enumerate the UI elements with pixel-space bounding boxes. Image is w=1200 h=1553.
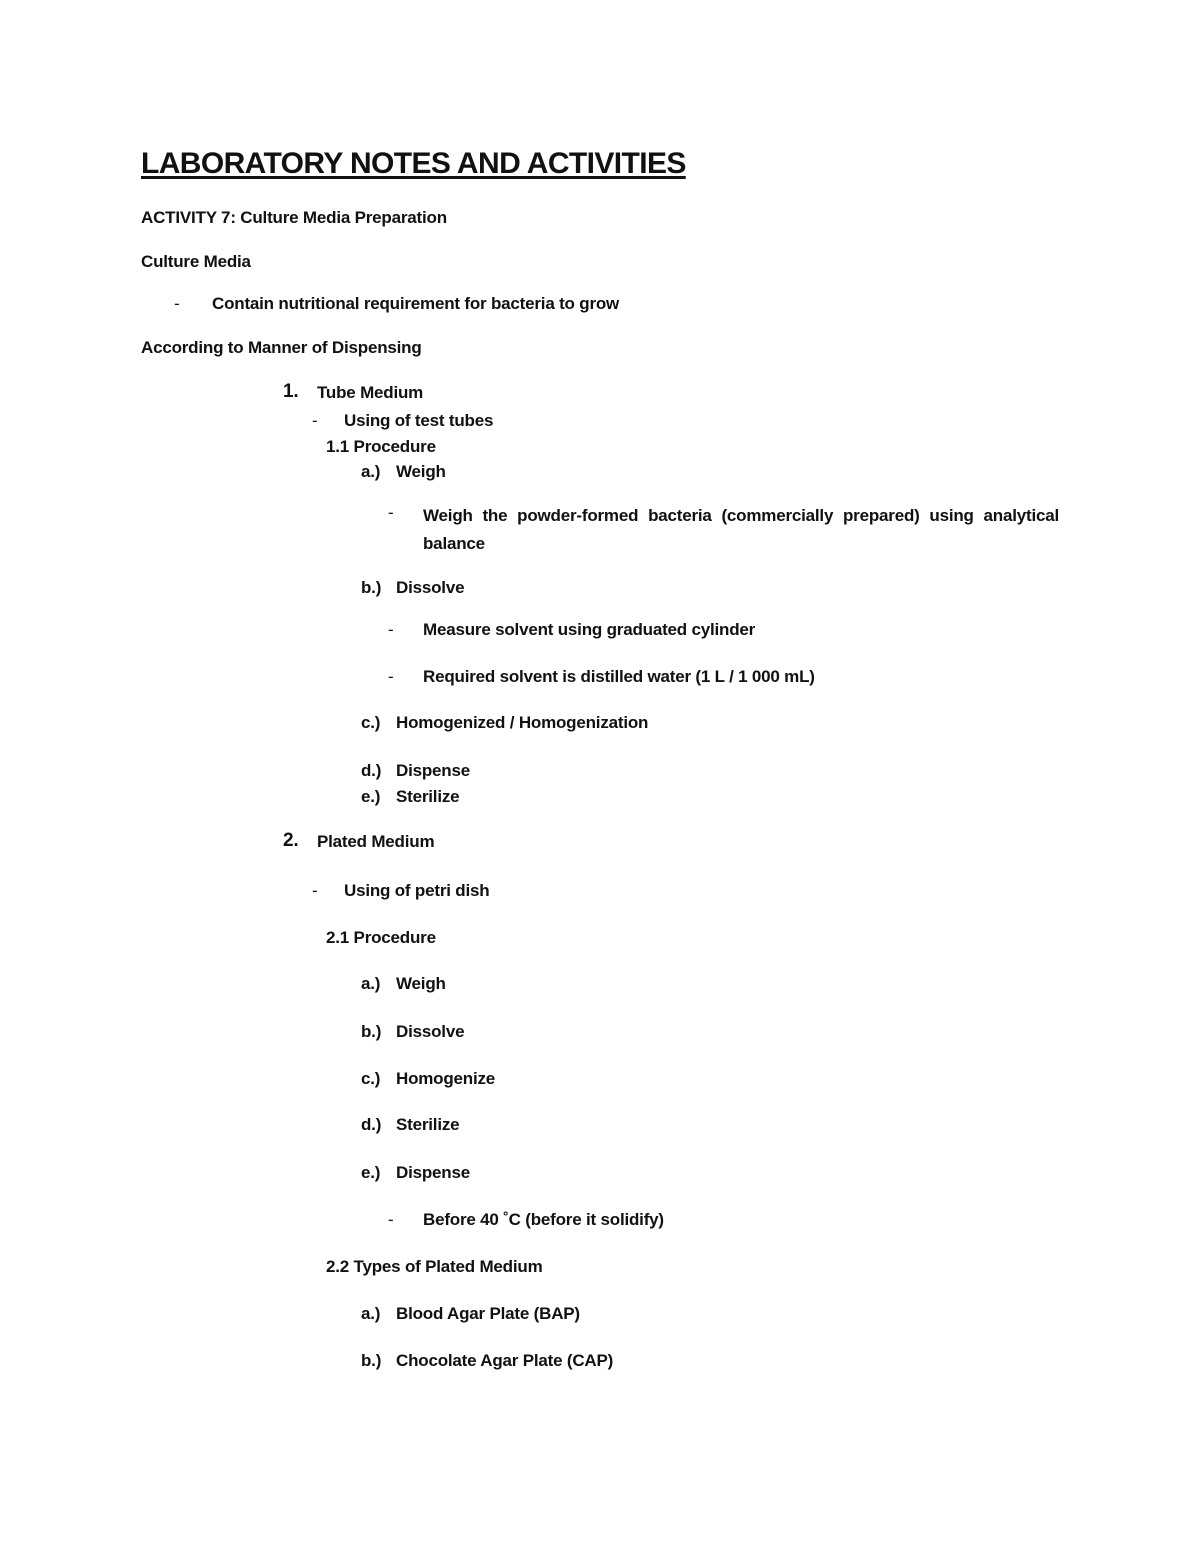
tube-step-dispense: Dispense <box>396 761 470 780</box>
dispensing-heading: According to Manner of Dispensing <box>141 338 422 357</box>
bullet-dash: - <box>388 1210 394 1229</box>
bullet-dash: - <box>312 881 318 900</box>
plated-step-weigh: Weigh <box>396 974 446 993</box>
tube-step-weigh: Weigh <box>396 462 446 481</box>
section-number: 2. <box>283 830 299 851</box>
step-marker: e.) <box>361 787 381 806</box>
plated-type-bap: Blood Agar Plate (BAP) <box>396 1304 580 1323</box>
step-marker: d.) <box>361 761 382 780</box>
plated-step-homogenize: Homogenize <box>396 1069 496 1088</box>
step-marker: e.) <box>361 1163 381 1182</box>
step-marker: c.) <box>361 1069 381 1088</box>
bullet-dash: - <box>312 411 318 430</box>
tube-medium-heading: Tube Medium <box>317 383 424 402</box>
page-title: LABORATORY NOTES AND ACTIVITIES <box>141 147 686 180</box>
section-number: 1. <box>283 381 299 402</box>
step-marker: b.) <box>361 1351 382 1370</box>
tube-step-sterilize: Sterilize <box>396 787 460 806</box>
plated-types-label: 2.2 Types of Plated Medium <box>326 1257 543 1276</box>
plated-procedure-label: 2.1 Procedure <box>326 928 436 947</box>
tube-step-homogenize: Homogenized / Homogenization <box>396 713 649 732</box>
step-marker: c.) <box>361 713 381 732</box>
plated-dispense-note: Before 40 ˚C (before it solidify) <box>423 1210 664 1229</box>
plated-step-dissolve: Dissolve <box>396 1022 465 1041</box>
step-marker: b.) <box>361 1022 382 1041</box>
tube-weigh-note: Weigh the powder-formed bacteria (commercially prepared) using analytical balance <box>423 506 1059 553</box>
plated-type-cap: Chocolate Agar Plate (CAP) <box>396 1351 614 1370</box>
step-marker: b.) <box>361 578 382 597</box>
tube-dissolve-note-1: Measure solvent using graduated cylinder <box>423 620 756 639</box>
bullet-dash: - <box>388 503 394 522</box>
tube-dissolve-note-2: Required solvent is distilled water (1 L / 1 000 mL) <box>423 667 815 686</box>
tube-step-dissolve: Dissolve <box>396 578 465 597</box>
culture-media-definition: Contain nutritional requirement for bacteria to grow <box>212 294 620 313</box>
step-marker: a.) <box>361 462 381 481</box>
tube-procedure-label: 1.1 Procedure <box>326 437 436 456</box>
bullet-dash: - <box>388 620 394 639</box>
step-marker: d.) <box>361 1115 382 1134</box>
culture-media-heading: Culture Media <box>141 252 251 271</box>
step-marker: a.) <box>361 1304 381 1323</box>
activity-heading: ACTIVITY 7: Culture Media Preparation <box>141 208 447 227</box>
bullet-dash: - <box>174 294 180 313</box>
plated-step-dispense: Dispense <box>396 1163 470 1182</box>
bullet-dash: - <box>388 667 394 686</box>
plated-medium-description: Using of petri dish <box>344 881 490 900</box>
plated-medium-heading: Plated Medium <box>317 832 435 851</box>
tube-medium-description: Using of test tubes <box>344 411 494 430</box>
step-marker: a.) <box>361 974 381 993</box>
plated-step-sterilize: Sterilize <box>396 1115 460 1134</box>
